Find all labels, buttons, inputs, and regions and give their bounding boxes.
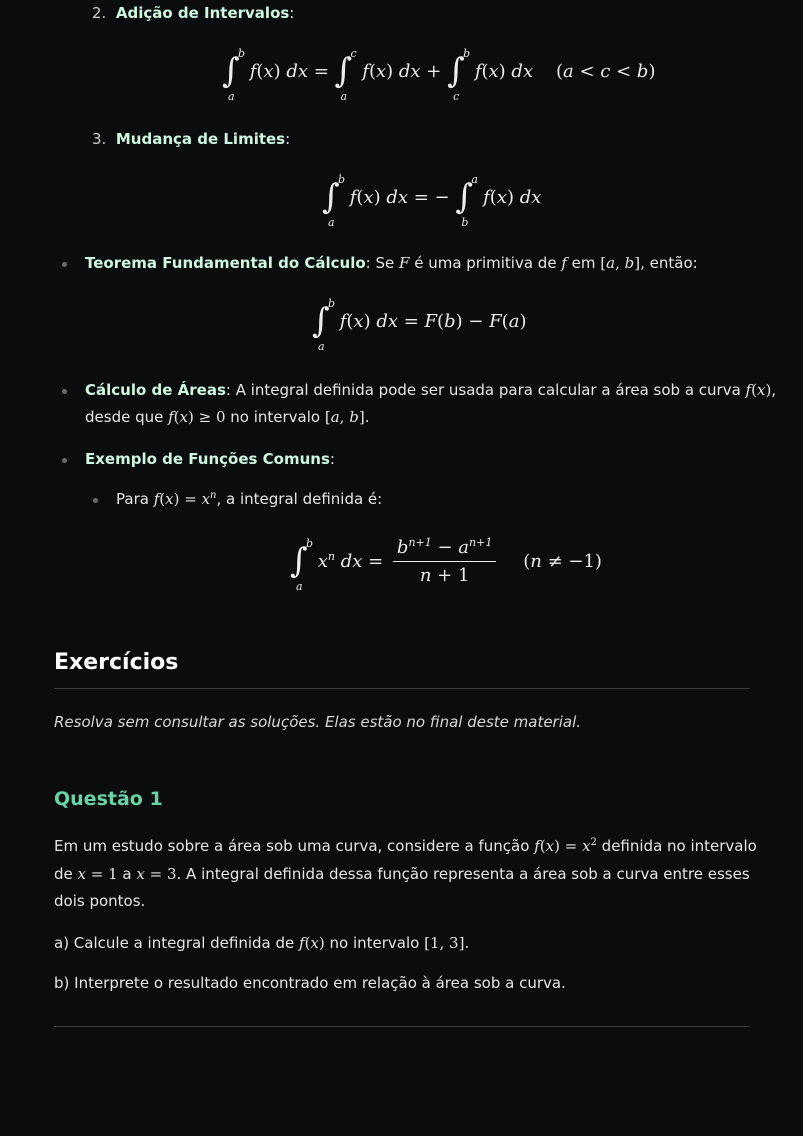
text: Para bbox=[116, 490, 154, 508]
bullet-fundamental-theorem: Teorema Fundamental do Cálculo: Se F é uma primitiva de f em [a, b], então: bbox=[85, 254, 698, 272]
text: : bbox=[329, 450, 335, 468]
text: , então: bbox=[640, 254, 698, 272]
equation-interval-addition: ∫ b a f ( x ) dx = ∫ c a f ( x ) dx + ∫ b c f ( x ) dx ( a < c < b ) bbox=[222, 47, 656, 103]
text: é uma primitiva de bbox=[409, 254, 562, 272]
text: desde que bbox=[85, 408, 169, 426]
question-item-a: a) Calcule a integral definida de f(x) no intervalo [1, 3]. bbox=[54, 934, 470, 952]
equation-fundamental-theorem: ∫ b a f ( x ) dx = F ( b ) − F ( a ) bbox=[312, 297, 527, 353]
list-number: 2. bbox=[92, 4, 107, 22]
sub-bullet-dot bbox=[93, 498, 98, 503]
bullet-title: Cálculo de Áreas bbox=[85, 381, 226, 399]
text: em bbox=[566, 254, 601, 272]
text: Em um estudo sobre a área sob uma curva, considere a função bbox=[54, 837, 535, 855]
section-title: Exercícios bbox=[54, 650, 179, 675]
section-divider bbox=[54, 688, 750, 689]
text: . bbox=[464, 934, 470, 952]
bullet-area-calculation-line2: desde que f(x) ≥ 0 no intervalo [a, b]. bbox=[85, 408, 370, 426]
equation-power-rule: ∫ b a $x^n$ dx = $\frac{b^{n+1} - a^{n+1}}{n + 1}$ ( n ≠ −1) bbox=[290, 536, 602, 593]
text: de bbox=[54, 865, 78, 883]
text: . bbox=[364, 408, 370, 426]
text: no intervalo bbox=[225, 408, 325, 426]
question-paragraph-line3: dois pontos. bbox=[54, 892, 146, 910]
text: a) Calcule a integral definida de bbox=[54, 934, 299, 952]
text: definida no intervalo bbox=[596, 837, 757, 855]
list-number: 3. bbox=[92, 130, 107, 148]
question-paragraph-line2: de x = 1 a x = 3. A integral definida dessa função representa a área sob a curva entre esses bbox=[54, 865, 750, 883]
list-item-3 bbox=[92, 130, 290, 148]
bullet-title: Exemplo de Funções Comuns bbox=[85, 450, 330, 468]
text: . A integral definida dessa função representa a área sob a curva entre esses bbox=[176, 865, 750, 883]
list-item-title: Mudança de Limites bbox=[115, 130, 286, 148]
text: a bbox=[117, 865, 137, 883]
text: , a integral definida é: bbox=[216, 490, 383, 508]
question-paragraph-line1: Em um estudo sobre a área sob uma curva, considere a função $f(x) = x^2$ definida no intervalo bbox=[54, 837, 757, 855]
bullet-dot bbox=[62, 389, 67, 394]
list-item-colon: : bbox=[289, 4, 295, 22]
bullet-common-functions bbox=[85, 450, 335, 468]
list-item-2 bbox=[92, 4, 294, 22]
text: , bbox=[771, 381, 777, 399]
question-title: Questão 1 bbox=[54, 788, 163, 810]
bullet-dot bbox=[62, 262, 67, 267]
sub-bullet-power-function: Para $f(x) = x^n$, a integral definida é: bbox=[116, 490, 383, 508]
bullet-area-calculation: Cálculo de Áreas: A integral definida pode ser usada para calcular a área sob a curva f(x), bbox=[85, 381, 777, 399]
bottom-divider bbox=[54, 1026, 750, 1027]
section-note: Resolva sem consultar as soluções. Elas estão no final deste material. bbox=[54, 713, 582, 731]
list-item-title: Adição de Intervalos bbox=[115, 4, 290, 22]
equation-limit-change: ∫ b a f ( x ) dx = − ∫ a b f ( x ) dx bbox=[322, 173, 542, 229]
list-item-colon: : bbox=[285, 130, 291, 148]
text: : A integral definida pode ser usada para calcular a área sob a curva bbox=[225, 381, 746, 399]
text: no intervalo bbox=[324, 934, 425, 952]
bullet-dot bbox=[62, 458, 67, 463]
bullet-title: Teorema Fundamental do Cálculo bbox=[85, 254, 366, 272]
question-item-b: b) Interprete o resultado encontrado em relação à área sob a curva. bbox=[54, 974, 566, 992]
text: : Se bbox=[365, 254, 400, 272]
